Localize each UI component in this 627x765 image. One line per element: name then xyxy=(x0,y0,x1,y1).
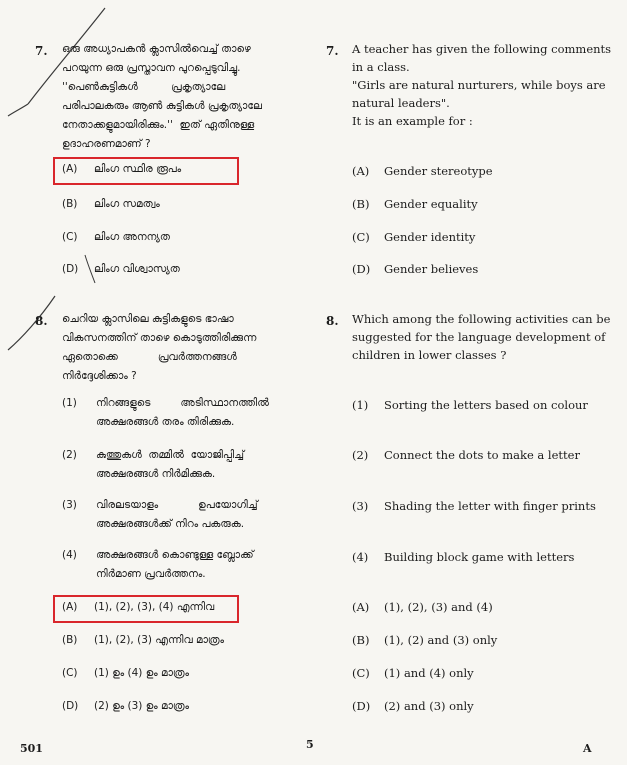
option-label: (B) xyxy=(62,198,78,210)
item-line: അക്ഷരങ്ങൾ തരം തിരിക്കുക. xyxy=(96,416,235,428)
option-text: ലിംഗ വിശ്വാസ്യത xyxy=(94,263,180,275)
q8-option-a-left[interactable] xyxy=(62,598,214,617)
q8-option-b-left[interactable] xyxy=(62,631,224,650)
q7-option-d-right[interactable] xyxy=(352,260,478,278)
q8-option-d-left[interactable] xyxy=(62,697,189,716)
option-text: (2) ഉം (3) ഉം മാത്രം xyxy=(94,700,189,712)
q8-item-4-left xyxy=(62,546,312,584)
q8-eng-line: children in lower classes ? xyxy=(352,348,507,362)
q7-mal-line: ഉദാഹരണമാണ് ? xyxy=(62,138,151,150)
item-line: നിറങ്ങളുടെ അടിസ്ഥാനത്തിൽ xyxy=(96,397,269,409)
option-text: ലിംഗ അനന്യത xyxy=(94,231,170,243)
option-text: Gender stereotype xyxy=(384,164,493,178)
q8-item-3-left xyxy=(62,496,312,534)
option-label: (A) xyxy=(352,600,370,614)
item-line: നിർമാണ പ്രവർത്തനം. xyxy=(96,568,206,580)
q8-item-4-right xyxy=(352,548,574,566)
q8-question-malayalam xyxy=(62,310,312,386)
q7-eng-line: natural leaders". xyxy=(352,96,450,110)
q8-item-1-left xyxy=(62,394,312,432)
option-text: ലിംഗ സമത്വം xyxy=(94,198,160,210)
q7-option-c-left[interactable] xyxy=(62,228,170,247)
option-label: (B) xyxy=(352,197,370,211)
q7-option-a-right[interactable] xyxy=(352,162,493,180)
footer-code: 501 xyxy=(20,742,43,755)
option-label: (A) xyxy=(62,163,78,175)
q7-option-a-left[interactable] xyxy=(62,160,181,179)
q8-option-b-right[interactable] xyxy=(352,631,497,649)
q8-option-a-right[interactable] xyxy=(352,598,493,616)
q8-mal-line: ഏതൊക്കെ പ്രവർത്തനങ്ങൾ xyxy=(62,351,237,363)
q7-option-b-right[interactable] xyxy=(352,195,478,213)
option-label: (D) xyxy=(352,262,371,276)
option-text: (1) and (4) only xyxy=(384,666,474,680)
q7-eng-line: A teacher has given the following comments xyxy=(352,42,612,56)
item-number: (4) xyxy=(62,549,77,561)
q8-mal-line: ചെറിയ ക്ലാസിലെ കുട്ടികളുടെ ഭാഷാ xyxy=(62,313,234,325)
q8-option-d-right[interactable] xyxy=(352,697,474,715)
q7-mal-line: പരിപാലകരും ആൺ കുട്ടികൾ പ്രകൃത്യാലേ xyxy=(62,100,262,112)
q7-question-english xyxy=(352,40,612,130)
option-label: (B) xyxy=(352,633,370,647)
q7-number-left: 7. xyxy=(35,44,48,58)
item-line: അക്ഷരങ്ങൾ നിർമിക്കുക. xyxy=(96,468,216,480)
item-number: (3) xyxy=(352,499,369,513)
q8-item-2-left xyxy=(62,446,312,484)
q8-item-1-right xyxy=(352,396,588,414)
q8-option-c-left[interactable] xyxy=(62,664,189,683)
q8-number-left: 8. xyxy=(35,314,48,328)
item-text: Building block game with letters xyxy=(384,550,575,564)
q7-option-c-right[interactable] xyxy=(352,228,475,246)
item-number: (1) xyxy=(352,398,369,412)
q7-eng-line: "Girls are natural nurturers, while boys are xyxy=(352,78,606,92)
item-text: Connect the dots to make a letter xyxy=(384,448,580,462)
q7-mal-line: പറയുന്ന ഒരു പ്രസ്താവന പുറപ്പെടുവിച്ചു. xyxy=(62,62,241,74)
q8-eng-line: suggested for the language development of xyxy=(352,330,606,344)
q8-option-c-right[interactable] xyxy=(352,664,474,682)
q8-number-right: 8. xyxy=(326,314,339,328)
q7-question-malayalam xyxy=(62,40,312,154)
option-label: (B) xyxy=(62,634,78,646)
option-label: (C) xyxy=(62,231,78,243)
option-text: (2) and (3) only xyxy=(384,699,474,713)
q7-number-right: 7. xyxy=(326,44,339,58)
option-text: Gender identity xyxy=(384,230,476,244)
option-text: ലിംഗ സ്ഥിര രൂപം xyxy=(94,163,182,175)
q8-question-english xyxy=(352,310,612,364)
option-label: (C) xyxy=(352,666,370,680)
option-text: Gender believes xyxy=(384,262,479,276)
footer-page-number: 5 xyxy=(306,738,314,751)
q7-mal-line: ഒരു അധ്യാപകൻ ക്ലാസിൽവെച്ച് താഴെ xyxy=(62,43,251,55)
q7-eng-line: It is an example for : xyxy=(352,114,473,128)
item-line: അക്ഷരങ്ങൾ കൊണ്ടുള്ള ബ്ലോക്ക് xyxy=(96,549,254,561)
option-text: (1), (2) and (3) only xyxy=(384,633,498,647)
q8-mal-line: നിർദ്ദേശിക്കാം ? xyxy=(62,370,137,382)
option-label: (D) xyxy=(62,263,79,275)
option-label: (A) xyxy=(62,601,78,613)
q7-mal-line: ''പെൺകുട്ടികൾ പ്രകൃത്യാലേ xyxy=(62,81,226,93)
option-label: (C) xyxy=(62,667,78,679)
item-number: (1) xyxy=(62,397,77,409)
option-text: Gender equality xyxy=(384,197,478,211)
item-line: വിരലടയാളം ഉപയോഗിച്ച് xyxy=(96,499,258,511)
item-number: (2) xyxy=(352,448,369,462)
item-number: (2) xyxy=(62,449,77,461)
option-text: (1), (2), (3), (4) എന്നിവ xyxy=(94,601,215,613)
q7-option-d-left[interactable] xyxy=(62,260,180,279)
option-text: (1), (2), (3) and (4) xyxy=(384,600,493,614)
pen-tick-q8 xyxy=(8,296,55,350)
option-label: (C) xyxy=(352,230,370,244)
item-line: കുത്തുകൾ തമ്മിൽ യോജിപ്പിച്ച് xyxy=(96,449,245,461)
option-label: (D) xyxy=(62,700,79,712)
item-line: അക്ഷരങ്ങൾക്ക് നിറം പകരുക. xyxy=(96,518,245,530)
option-label: (D) xyxy=(352,699,371,713)
q7-mal-line: നേതാക്കളുമായിരിക്കും.'' ഇത് ഏതിനുള്ള xyxy=(62,119,255,131)
item-text: Sorting the letters based on colour xyxy=(384,398,588,412)
option-text: (1) ഉം (4) ഉം മാത്രം xyxy=(94,667,189,679)
q7-option-b-left[interactable] xyxy=(62,195,160,214)
q8-item-3-right xyxy=(352,497,596,515)
item-number: (3) xyxy=(62,499,77,511)
item-text: Shading the letter with finger prints xyxy=(384,499,596,513)
q7-eng-line: in a class. xyxy=(352,60,410,74)
option-label: (A) xyxy=(352,164,370,178)
footer-series: A xyxy=(583,742,592,755)
item-number: (4) xyxy=(352,550,369,564)
q8-mal-line: വികസനത്തിന് താഴെ കൊടുത്തിരിക്കുന്ന xyxy=(62,332,257,344)
q8-item-2-right xyxy=(352,446,580,464)
q8-eng-line: Which among the following activities can be xyxy=(352,312,611,326)
option-text: (1), (2), (3) എന്നിവ മാത്രം xyxy=(94,634,224,646)
